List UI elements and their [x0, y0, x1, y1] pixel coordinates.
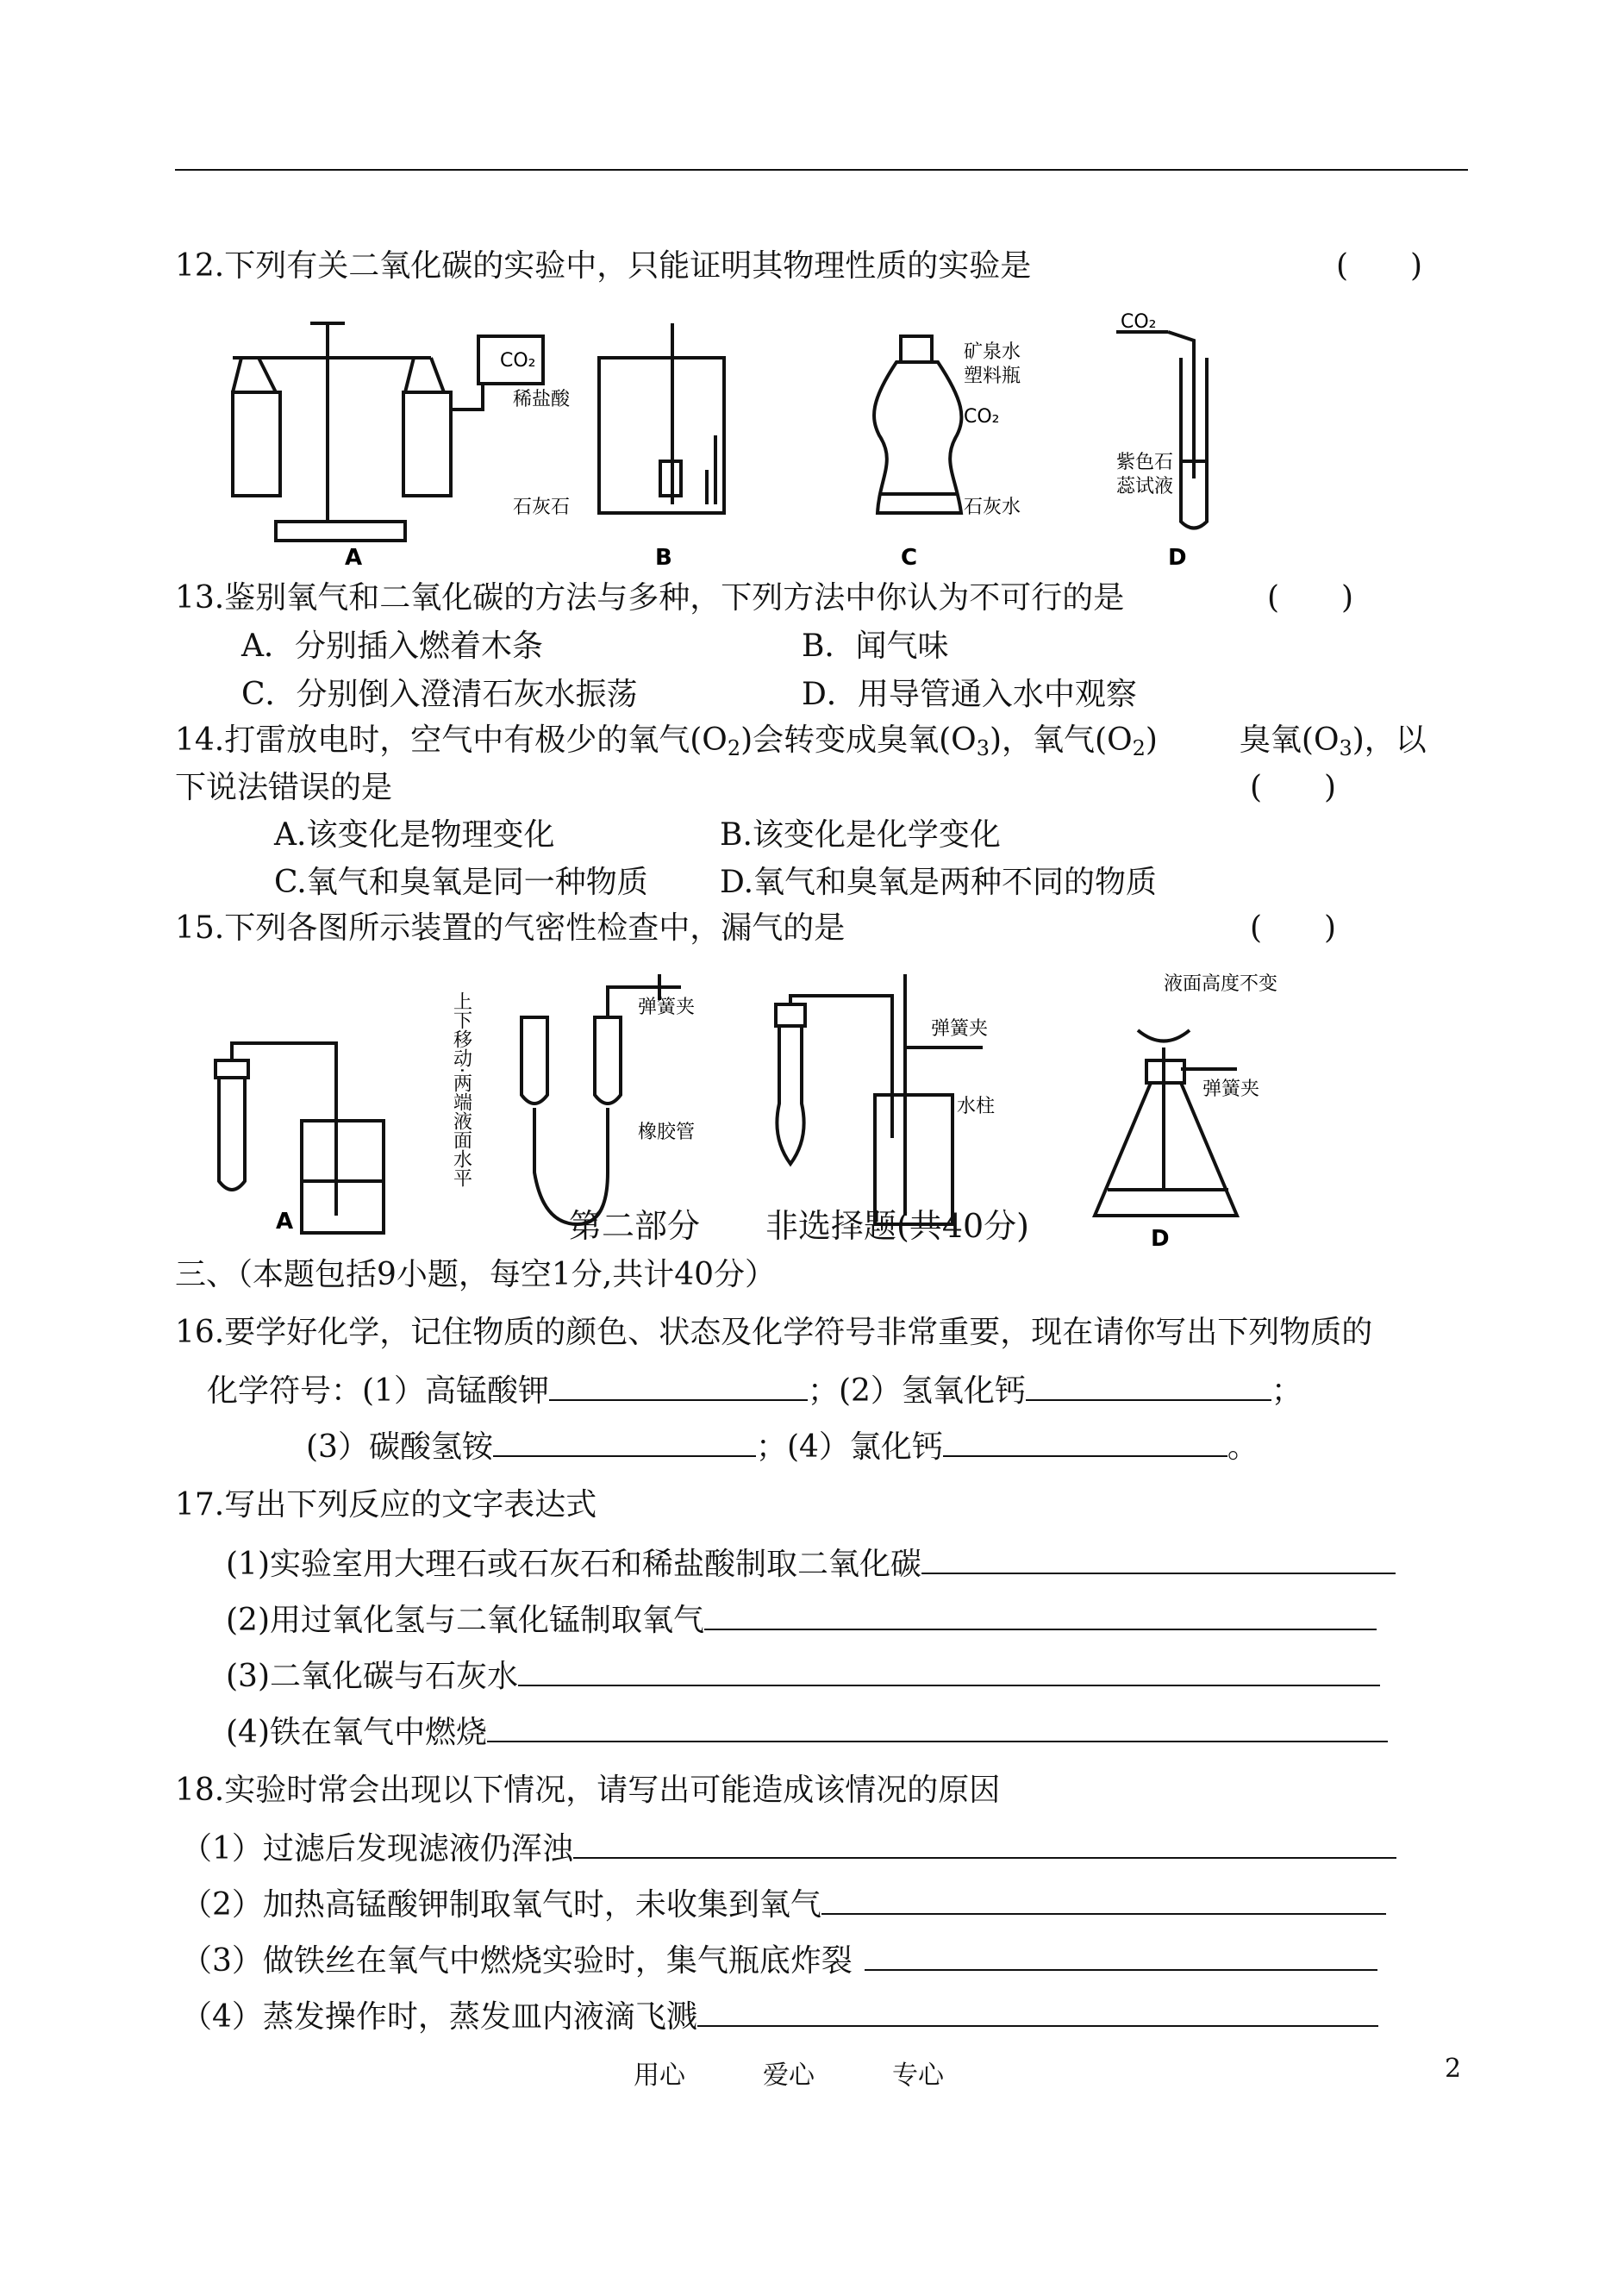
fig15-d [1095, 1030, 1237, 1216]
fig-a-co2: CO₂ [500, 350, 536, 372]
q18-blank-4[interactable] [697, 1994, 1378, 2027]
fig-c-bottle1: 矿泉水 [964, 341, 1021, 363]
q18-item-4: （4）蒸发操作时，蒸发皿内液滴飞溅 [181, 1994, 1378, 2038]
fig15-a [215, 1043, 384, 1233]
q14-option-c: C.氧气和臭氧是同一种物质 [274, 865, 648, 900]
fig15-c-water: 水柱 [957, 1096, 996, 1117]
fig15-b-clip: 弹簧夹 [638, 997, 696, 1018]
q13-text: 13.鉴别氧气和二氧化碳的方法与多种，下列方法中你认为不可行的是 [175, 580, 1125, 616]
fig-b-stone: 石灰石 [513, 497, 571, 518]
q17-blank-3[interactable] [518, 1654, 1380, 1686]
fig-a-balance [233, 323, 543, 541]
fig15-d-clip: 弹簧夹 [1202, 1079, 1260, 1100]
blank-kmno4[interactable] [549, 1368, 808, 1401]
fig-b-beaker [599, 323, 724, 513]
q14-line1: 14.打雷放电时，空气中有极少的氧气$(O_2)$会转变成臭氧$(O_3)$，氧气$(O_2)$ 臭氧$(O_3)$，以 [175, 722, 1427, 760]
fig-letter-d: D [1168, 545, 1187, 571]
fig-d-lit1: 紫色石 [1116, 452, 1174, 473]
q12-paren: ( ) [1336, 248, 1423, 284]
q17-blank-2[interactable] [704, 1598, 1377, 1630]
q14-option-d: D.氧气和臭氧是两种不同的物质 [720, 865, 1158, 900]
fig-c-lime: 石灰水 [964, 497, 1021, 518]
q17-item-4: (4)铁在氧气中燃烧 [226, 1710, 1388, 1754]
q13-option-d: D．用导管通入水中观察 [802, 677, 1137, 712]
fig15-c-clip: 弹簧夹 [931, 1018, 989, 1040]
q18-blank-1[interactable] [573, 1826, 1396, 1859]
q13-paren: ( ) [1267, 580, 1354, 616]
q17-item-3: (3)二氧化碳与石灰水 [226, 1654, 1380, 1698]
blank-caoh2[interactable] [1026, 1368, 1271, 1401]
q18-item-3: （3）做铁丝在氧气中燃烧实验时，集气瓶底炸裂 [181, 1938, 1377, 1982]
q14-paren: ( ) [1250, 770, 1337, 805]
header-rule [175, 169, 1468, 171]
q12-figure [215, 306, 1336, 573]
q13-option-b: B．闻气味 [802, 628, 949, 664]
blank-nh4hco3[interactable] [493, 1424, 756, 1457]
q15-paren: ( ) [1250, 910, 1337, 946]
fig15-b-side: 上下移动·两端液面水平 [450, 991, 472, 1187]
q16-line2: 化学符号：(1）高锰酸钾 ；(2）氢氧化钙 ； [207, 1368, 1302, 1412]
fig-c-bottle [874, 336, 961, 513]
q13-option-c: C．分别倒入澄清石灰水振荡 [241, 677, 638, 712]
q17-blank-1[interactable] [921, 1541, 1396, 1574]
fig15-c [776, 974, 983, 1224]
q15-figure [190, 966, 1483, 1246]
fig-d-tube [1116, 332, 1207, 528]
fig15-letter-a: A [276, 1209, 294, 1235]
q16-line1: 16.要学好化学，记住物质的颜色、状态及化学符号非常重要，现在请你写出下列物质的 [175, 1315, 1373, 1350]
fig-c-bottle2: 塑料瓶 [964, 366, 1021, 387]
footer-a: 用心 [634, 2060, 685, 2091]
q13-option-a: A．分别插入燃着木条 [241, 628, 543, 664]
section3-heading: 三、（本题包括9小题，每空1分,共计40分） [175, 1257, 777, 1292]
q18-blank-2[interactable] [821, 1882, 1386, 1915]
part2-title: 第二部分 非选择题(共40分) [569, 1207, 1030, 1245]
fig15-b-tube: 橡胶管 [638, 1122, 696, 1143]
q14-option-a: A.该变化是物理变化 [274, 817, 555, 853]
q17-item-1: (1)实验室用大理石或石灰石和稀盐酸制取二氧化碳 [226, 1541, 1396, 1585]
fig-letter-c: C [901, 545, 918, 571]
fig-c-co2: CO₂ [964, 406, 1000, 428]
footer-b: 爱心 [763, 2060, 815, 2091]
q17-item-2: (2)用过氧化氢与二氧化锰制取氧气 [226, 1598, 1377, 1642]
q15-text: 15.下列各图所示装置的气密性检查中，漏气的是 [175, 910, 846, 946]
footer-c: 专心 [892, 2060, 944, 2091]
fig15-letter-d: D [1151, 1226, 1170, 1246]
q12-text: 12.下列有关二氧化碳的实验中，只能证明其物理性质的实验是 [175, 248, 1032, 284]
fig-letter-a: A [345, 545, 363, 571]
q14-option-b: B.该变化是化学变化 [720, 817, 1001, 853]
q14-line2: 下说法错误的是 [175, 770, 393, 805]
q18-item-1: （1）过滤后发现滤液仍浑浊 [181, 1826, 1396, 1870]
q18-blank-3[interactable] [865, 1938, 1377, 1971]
blank-cacl2[interactable] [943, 1424, 1227, 1457]
fig-b-acid: 稀盐酸 [513, 389, 571, 410]
q16-line3: (3）碳酸氢铵 ；(4）氯化钙 。 [306, 1424, 1259, 1468]
q17-title: 17.写出下列反应的文字表达式 [175, 1487, 597, 1523]
fig15-d-level: 液面高度不变 [1164, 973, 1278, 995]
q17-blank-4[interactable] [487, 1710, 1388, 1742]
fig-letter-b: B [655, 545, 672, 571]
page-number: 2 [1445, 2054, 1462, 2084]
fig-d-lit2: 蕊试液 [1116, 476, 1174, 497]
q18-item-2: （2）加热高锰酸钾制取氧气时，未收集到氧气 [181, 1882, 1386, 1926]
q18-title: 18.实验时常会出现以下情况，请写出可能造成该情况的原因 [175, 1773, 1001, 1808]
fig-d-co2: CO₂ [1121, 311, 1157, 333]
